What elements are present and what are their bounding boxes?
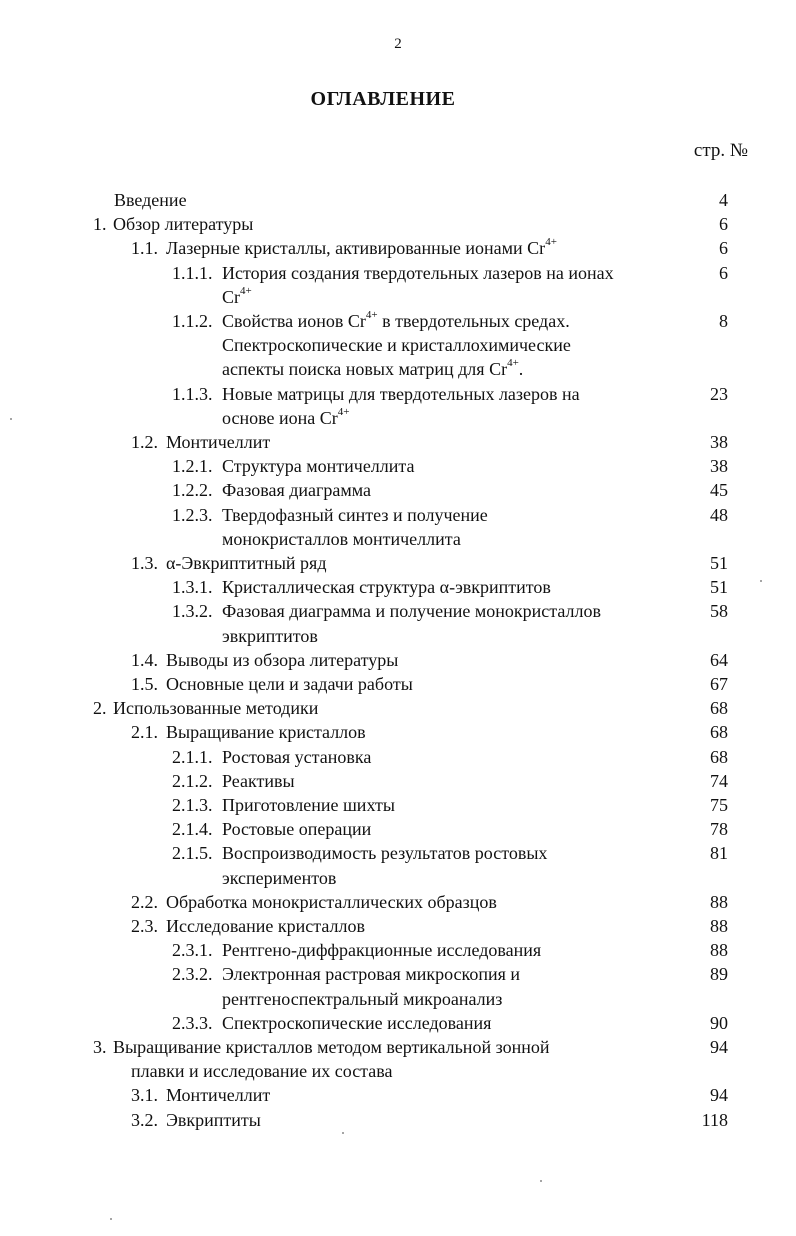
toc-entry-title: Выращивание кристаллов методом вертикальной зонной bbox=[113, 1037, 550, 1057]
toc-entry-number: 1.1. bbox=[131, 238, 158, 259]
toc-entry-page: 94 bbox=[710, 1085, 728, 1106]
toc-entry-title: Выращивание кристаллов bbox=[166, 722, 366, 743]
toc-entry-number: 1.1.1. bbox=[172, 262, 213, 283]
toc-entry bbox=[0, 793, 740, 817]
toc-entry-title: Спектроскопические и кристаллохимические bbox=[222, 335, 571, 356]
toc-entry-title: эвкриптитов bbox=[222, 625, 318, 646]
toc-entry bbox=[0, 841, 740, 865]
toc-entry-number: 2.3.3. bbox=[172, 1012, 213, 1033]
toc-entry-title: Новые матрицы для твердотельных лазеров на bbox=[222, 383, 580, 404]
page-column-header: стр. № bbox=[693, 140, 748, 161]
toc-entry-continuation bbox=[0, 406, 740, 430]
toc-entry-number: 2.1.3. bbox=[172, 795, 213, 815]
toc-entry-number: 3.2. bbox=[131, 1109, 158, 1130]
toc-entry bbox=[0, 309, 740, 333]
toc-entry-title: Основные цели и задачи работы bbox=[166, 674, 413, 694]
scan-speck bbox=[342, 1132, 344, 1134]
toc-entry-number: 1.4. bbox=[131, 649, 158, 670]
toc-entry-title: Спектроскопические исследования bbox=[222, 1012, 492, 1033]
toc-entry bbox=[0, 938, 740, 962]
toc-entry-number: 1.3. bbox=[131, 553, 158, 573]
toc-entry-title: Фазовая диаграмма bbox=[222, 480, 372, 501]
toc-entry-continuation bbox=[0, 866, 740, 890]
toc-entry-title: Монтичеллит bbox=[166, 432, 271, 452]
scan-speck bbox=[760, 580, 762, 582]
toc-entry-page: 51 bbox=[710, 553, 728, 573]
toc-entry bbox=[0, 503, 740, 527]
toc-entry-title: Свойства ионов $Cr^{4+}$ в твердотельных средах. bbox=[222, 309, 570, 331]
toc-entry-title: Выводы из обзора литературы bbox=[166, 649, 399, 670]
toc-entry-page: 78 bbox=[710, 819, 728, 840]
toc-entry-number: 2.2. bbox=[131, 891, 158, 912]
toc-entry-page: 74 bbox=[710, 770, 728, 791]
toc-entry-page: 68 bbox=[710, 722, 728, 743]
page-number: 2 bbox=[394, 36, 402, 52]
toc-entry-title: Введение bbox=[114, 190, 187, 210]
toc-entry-page: 38 bbox=[710, 456, 728, 477]
scan-speck bbox=[540, 1180, 542, 1182]
toc-entry-page: 45 bbox=[710, 480, 728, 501]
toc-entry-page: 38 bbox=[710, 432, 728, 452]
toc-entry bbox=[0, 745, 740, 769]
page-title: ОГЛАВЛЕНИЕ bbox=[310, 88, 456, 110]
toc-entry-page: 89 bbox=[710, 964, 728, 985]
toc-entry bbox=[0, 769, 740, 793]
toc-entry-title: Кристаллическая структура α-эвкриптитов bbox=[222, 577, 551, 598]
toc-entry-number: 1.5. bbox=[131, 674, 158, 694]
toc-entry-page: 81 bbox=[710, 843, 728, 864]
toc-entry-page: 6 bbox=[719, 214, 728, 235]
toc-entry bbox=[0, 1083, 740, 1107]
scan-speck bbox=[10, 418, 12, 420]
toc-entry-number: 2.1.4. bbox=[172, 819, 213, 840]
toc-entry-title: $Cr^{4+}$ bbox=[222, 284, 252, 307]
toc-entry-continuation bbox=[0, 285, 740, 309]
toc-entry-number: 2.3.2. bbox=[172, 964, 213, 985]
toc-entry-page: 118 bbox=[701, 1109, 728, 1130]
toc-entry-title: Эвкриптиты bbox=[166, 1109, 261, 1130]
toc-entry bbox=[0, 648, 740, 672]
toc-entry-number: 1.3.2. bbox=[172, 601, 213, 622]
toc-entry-page: 48 bbox=[710, 504, 728, 525]
toc-entry-number: 2. bbox=[93, 698, 107, 719]
toc-entry-title: Фазовая диаграмма и получение монокристаллов bbox=[222, 601, 601, 622]
toc-entry bbox=[0, 720, 740, 744]
toc-entry-title: аспекты поиска новых матриц для $Cr^{4+}$. bbox=[222, 357, 524, 380]
toc-entry-page: 68 bbox=[710, 746, 728, 767]
toc-entry-page: 58 bbox=[710, 601, 728, 622]
toc-entry-title: История создания твердотельных лазеров на ионах bbox=[222, 262, 614, 283]
toc-entry-page: 88 bbox=[710, 940, 728, 961]
toc-entry bbox=[0, 188, 740, 212]
toc-entry bbox=[0, 261, 740, 285]
toc-entry-title: монокристаллов монтичеллита bbox=[222, 528, 461, 549]
toc-entry-title: Воспроизводимость результатов ростовых bbox=[222, 843, 548, 864]
toc-entry-title: α-Эвкриптитный ряд bbox=[166, 553, 327, 573]
toc-entry-page: 88 bbox=[710, 891, 728, 912]
toc-entry-number: 2.3.1. bbox=[172, 940, 213, 961]
toc-entry bbox=[0, 696, 740, 720]
toc-entry bbox=[0, 382, 740, 406]
toc-entry-number: 1. bbox=[93, 214, 107, 235]
toc-entry-title: Обзор литературы bbox=[113, 214, 254, 235]
toc-entry-number: 2.1.1. bbox=[172, 746, 213, 767]
toc-entry-number: 2.1.2. bbox=[172, 770, 213, 791]
toc-entry-title: Рентгено-диффракционные исследования bbox=[222, 940, 542, 961]
toc-entry-number: 1.2.3. bbox=[172, 504, 213, 525]
toc-entry bbox=[0, 212, 740, 236]
toc-entry bbox=[0, 236, 740, 260]
toc-entry-continuation bbox=[0, 1059, 740, 1083]
toc-entry-number: 1.1.2. bbox=[172, 311, 213, 331]
toc-entry-number: 2.1. bbox=[131, 722, 158, 743]
toc-entry-page: 6 bbox=[719, 238, 728, 259]
toc-entry-number: 2.1.5. bbox=[172, 843, 213, 864]
toc-entry-page: 75 bbox=[710, 795, 728, 815]
toc-entry-number: 3. bbox=[93, 1037, 107, 1057]
toc-entry-page: 90 bbox=[710, 1012, 728, 1033]
toc-entry-number: 1.2.1. bbox=[172, 456, 213, 477]
toc-entry-continuation bbox=[0, 333, 740, 357]
toc-entry-title: Твердофазный синтез и получение bbox=[222, 504, 488, 525]
toc-entry-page: 67 bbox=[710, 674, 728, 694]
toc-entry bbox=[0, 1011, 740, 1035]
toc-entry bbox=[0, 478, 740, 502]
toc-entry-page: 6 bbox=[719, 262, 728, 283]
toc-entry-title: Исследование кристаллов bbox=[166, 916, 365, 936]
toc-entry bbox=[0, 430, 740, 454]
toc-entry-page: 68 bbox=[710, 698, 728, 719]
toc-entry-page: 4 bbox=[719, 190, 728, 210]
toc-entry-page: 88 bbox=[710, 916, 728, 936]
toc-entry-title: экспериментов bbox=[222, 867, 337, 888]
toc-entry-title: Монтичеллит bbox=[166, 1085, 271, 1106]
toc-entry-title: рентгеноспектральный микроанализ bbox=[222, 988, 503, 1009]
toc-entry bbox=[0, 890, 740, 914]
toc-entry-number: 3.1. bbox=[131, 1085, 158, 1106]
toc-entry bbox=[0, 599, 740, 623]
toc-entry-page: 23 bbox=[710, 383, 728, 404]
toc-entry-page: 94 bbox=[710, 1037, 728, 1057]
toc-entry-number: 1.2. bbox=[131, 432, 158, 452]
toc-entry-title: Электронная растровая микроскопия и bbox=[222, 964, 521, 985]
toc-entry-continuation bbox=[0, 357, 740, 381]
toc-entry bbox=[0, 672, 740, 696]
toc-entry-title: Использованные методики bbox=[113, 698, 319, 719]
toc-entry bbox=[0, 1108, 740, 1132]
toc-entry bbox=[0, 575, 740, 599]
toc-entry-title: Обработка монокристаллических образцов bbox=[166, 891, 497, 912]
toc-entry-title: Приготовление шихты bbox=[222, 795, 395, 815]
toc-entry-title: Ростовые операции bbox=[222, 819, 372, 840]
toc-entry bbox=[0, 551, 740, 575]
toc-entry bbox=[0, 454, 740, 478]
toc-entry-page: 64 bbox=[710, 649, 728, 670]
toc-entry-page: 8 bbox=[719, 311, 728, 331]
toc-entry-number: 1.3.1. bbox=[172, 577, 213, 598]
toc-entry-continuation bbox=[0, 624, 740, 648]
toc-entry-continuation bbox=[0, 527, 740, 551]
scan-speck bbox=[110, 1218, 112, 1220]
toc-entry bbox=[0, 914, 740, 938]
toc-entry-title: Ростовая установка bbox=[222, 746, 372, 767]
toc-entry-continuation bbox=[0, 987, 740, 1011]
toc-entry-title: Лазерные кристаллы, активированные ионами $Cr^{4+}$ bbox=[166, 236, 557, 259]
toc-entry-title: плавки и исследование их состава bbox=[131, 1061, 393, 1082]
toc-entry bbox=[0, 1035, 740, 1059]
toc-entry bbox=[0, 817, 740, 841]
toc-entry-title: Структура монтичеллита bbox=[222, 456, 415, 477]
toc-entry-title: основе иона $Cr^{4+}$ bbox=[222, 405, 350, 428]
toc-entry-number: 1.1.3. bbox=[172, 383, 213, 404]
toc-entry-page: 51 bbox=[710, 577, 728, 598]
toc-entry-number: 1.2.2. bbox=[172, 480, 213, 501]
toc-entry-number: 2.3. bbox=[131, 916, 158, 936]
toc-entry bbox=[0, 962, 740, 986]
toc-entry-title: Реактивы bbox=[222, 770, 295, 791]
